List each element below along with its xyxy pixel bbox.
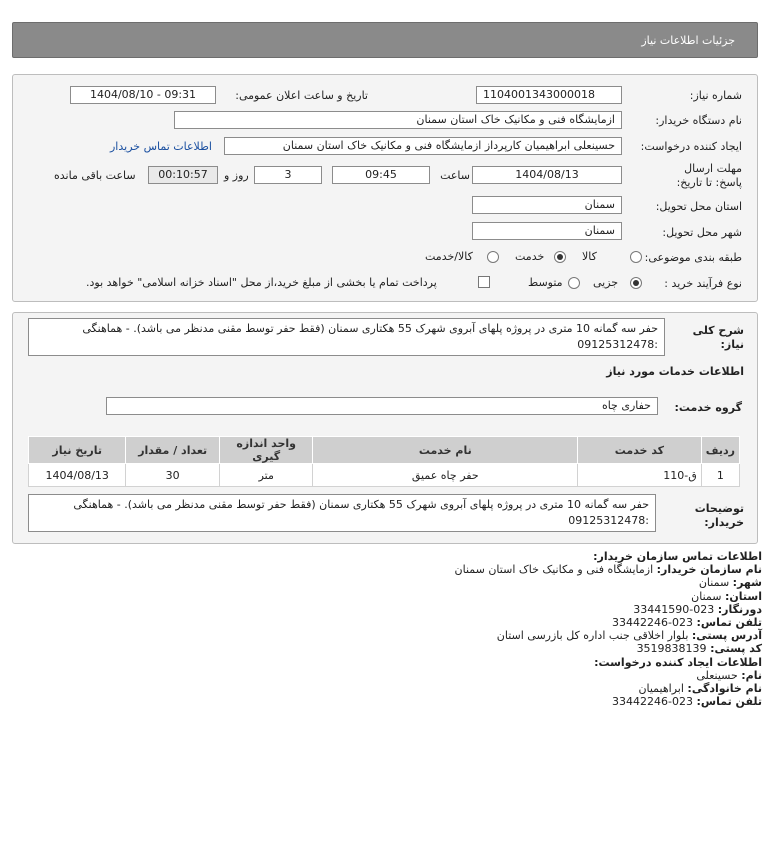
category-goods-label: کالا	[582, 250, 597, 263]
postal-label: کد پستی:	[710, 642, 762, 656]
creator-phone-value: 023-33442246	[612, 695, 694, 709]
col-qty-header: تعداد / مقدار	[126, 437, 220, 464]
remaining-label: ساعت باقی مانده	[54, 169, 136, 182]
province-field: سمنان	[472, 196, 622, 214]
services-table	[28, 436, 740, 487]
phone-label: تلفن تماس:	[696, 616, 762, 630]
col-unit-header: واحد اندازه گیری	[219, 437, 313, 464]
col-code-header: کد خدمت	[578, 437, 702, 464]
cell-row: 1	[701, 464, 739, 487]
creator-label: ایجاد کننده درخواست:	[640, 140, 742, 153]
deadline-time-label: ساعت	[440, 169, 470, 182]
category-both-label: کالا/خدمت	[425, 250, 473, 263]
phone-value: 023-33442246	[612, 616, 694, 630]
col-row-header: ردیف	[701, 437, 739, 464]
days-field: 3	[254, 166, 322, 184]
fax-label: دورنگار:	[717, 602, 762, 616]
address-value: بلوار اخلاقی جنب اداره کل بازرسی استان	[496, 629, 689, 643]
contact-title: اطلاعات تماس سازمان خریدار:	[593, 550, 762, 563]
category-label: طبقه بندی موضوعی:	[644, 251, 742, 264]
contact-city-label: شهر:	[732, 576, 762, 590]
deadline-label: مهلت ارسال پاسخ: تا تاریخ:	[676, 162, 742, 189]
page-title: جزئیات اطلاعات نیاز	[641, 34, 735, 47]
deadline-date-field: 1404/08/13	[472, 166, 622, 184]
buyer-label: نام دستگاه خریدار:	[655, 114, 742, 127]
remaining-time-field: 00:10:57	[148, 166, 218, 184]
deadline-time-field: 09:45	[332, 166, 430, 184]
announce-datetime-field: 1404/08/10 - 09:31	[70, 86, 216, 104]
need-info-panel	[12, 74, 758, 302]
col-name-header: نام خدمت	[313, 437, 578, 464]
category-service-radio[interactable]	[554, 251, 566, 263]
province-label: استان محل تحویل:	[655, 200, 742, 213]
cell-unit: متر	[219, 464, 313, 487]
process-minor-radio[interactable]	[630, 277, 642, 289]
summary-label: شرح کلی نیاز:	[692, 324, 744, 351]
buyer-desc-text: حفر سه گمانه 10 متری در پروژه پلهای آبروی شهرک 55 هکتاری سمنان (فقط حفر توسط مقنی مدنظر می باشد). - هماهنگی :09125312478	[28, 494, 656, 532]
process-medium-label: متوسط	[528, 276, 563, 289]
category-both-radio[interactable]	[487, 251, 499, 263]
service-group-field: حفاری چاه	[106, 397, 658, 415]
fax-value: 023-33441590	[633, 602, 715, 616]
services-table-header	[29, 437, 740, 464]
need-number-field: 1104001343000018	[476, 86, 622, 104]
creator-info-title: اطلاعات ایجاد کننده درخواست:	[594, 655, 762, 669]
service-group-label: گروه خدمت:	[674, 401, 742, 414]
first-name-label: نام:	[741, 668, 762, 682]
need-number-label: شماره نیاز:	[689, 89, 742, 102]
services-section-title: اطلاعات خدمات مورد نیاز	[606, 365, 744, 378]
first-name-value: حسینعلی	[696, 668, 738, 682]
buyer-contact-link[interactable]: اطلاعات تماس خریدار	[110, 140, 212, 153]
announce-label: تاریخ و ساعت اعلان عمومی:	[235, 89, 368, 102]
contact-province-value: سمنان	[691, 589, 722, 603]
postal-value: 3519838139	[636, 642, 707, 656]
summary-text: حفر سه گمانه 10 متری در پروژه پلهای آبروی شهرک 55 هکتاری سمنان (فقط حفر توسط مقنی مدنظر می باشد). - هماهنگی :09125312478	[28, 318, 665, 356]
contact-province-label: استان:	[725, 589, 762, 603]
org-value: ازمایشگاه فنی و مکانیک خاک استان سمنان	[454, 563, 654, 577]
buyer-field: ازمایشگاه فنی و مکانیک خاک استان سمنان	[174, 111, 622, 129]
cell-code: ق-110	[578, 464, 702, 487]
category-service-label: خدمت	[515, 250, 545, 263]
cell-date: 1404/08/13	[29, 464, 126, 487]
cell-qty: 30	[126, 464, 220, 487]
contact-city-value: سمنان	[698, 576, 730, 590]
category-goods-radio[interactable]	[630, 251, 642, 263]
city-label: شهر محل تحویل:	[662, 226, 742, 239]
last-name-value: ابراهیمیان	[638, 682, 684, 696]
treasury-payment-checkbox[interactable]	[478, 276, 490, 288]
page-header	[12, 22, 758, 58]
process-label: نوع فرآیند خرید :	[664, 277, 742, 290]
treasury-payment-note: پرداخت تمام یا بخشی از مبلغ خرید،از محل "اسناد خزانه اسلامی" خواهد بود.	[86, 276, 437, 289]
table-row	[29, 464, 740, 487]
creator-field: حسینعلی ابراهیمیان کارپرداز ازمایشگاه فنی و مکانیک خاک استان سمنان	[224, 137, 622, 155]
cell-name: حفر چاه عمیق	[313, 464, 578, 487]
col-date-header: تاریخ نیاز	[29, 437, 126, 464]
process-medium-radio[interactable]	[568, 277, 580, 289]
last-name-label: نام خانوادگی:	[687, 682, 762, 696]
city-field: سمنان	[472, 222, 622, 240]
process-minor-label: جزیی	[593, 276, 619, 289]
days-label: روز و	[224, 169, 249, 182]
contact-info	[12, 550, 762, 708]
creator-phone-label: تلفن تماس:	[696, 695, 762, 709]
buyer-desc-label: توضیحات خریدار:	[694, 502, 744, 529]
address-label: آدرس پستی:	[691, 629, 762, 643]
org-label: نام سازمان خریدار:	[656, 563, 762, 577]
